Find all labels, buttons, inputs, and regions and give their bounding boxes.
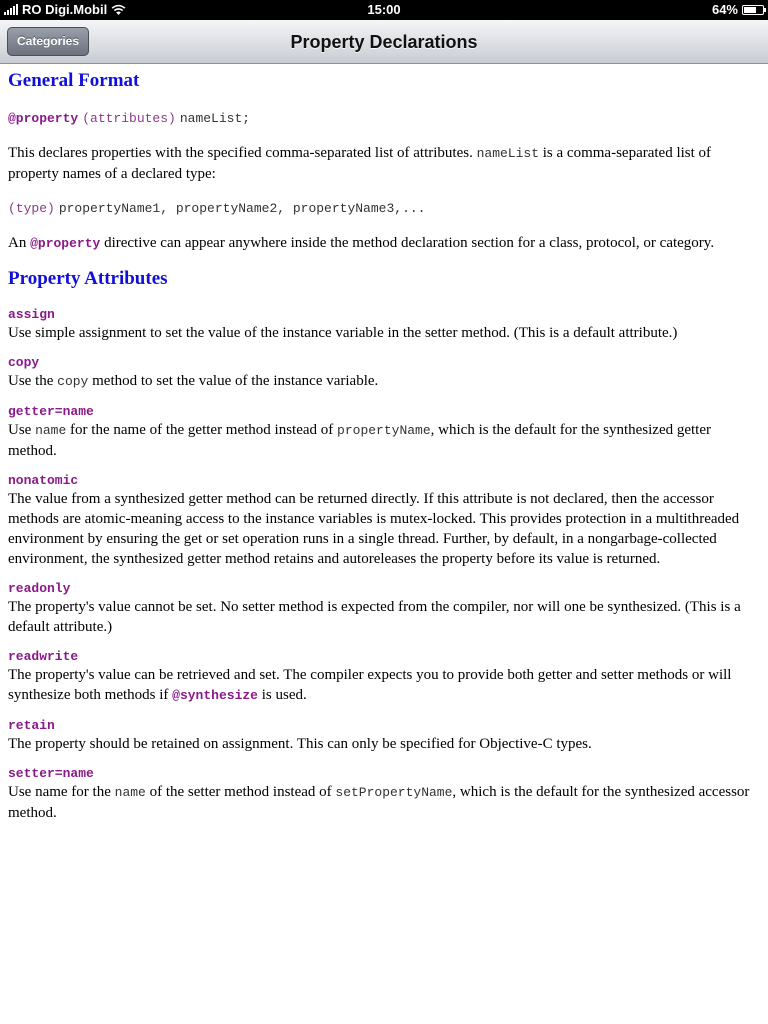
attribute-setter [8, 765, 758, 823]
carrier-name: RO Digi.Mobil [22, 2, 108, 17]
attribute-description: The property should be retained on assignment. This can only be specified for Objective-C types. [8, 736, 592, 752]
attribute-retain [8, 717, 758, 754]
attribute-nonatomic [8, 472, 758, 569]
attribute-name: nonatomic [8, 473, 79, 488]
general-format-heading: General Format [8, 70, 140, 91]
syntax-namelist: nameList; [179, 111, 251, 126]
status-bar [0, 0, 768, 20]
attribute-description: The value from a synthesized getter method can be returned directly. If this attribute is not declared, then the accessor methods are atomic-meaning access to the instance variables is mutex-locked. This provides protection in a multithreaded environment by ensuring the get or set operation runs in a single thread. Further, by default, in a nongarbage-collected environment, the synthesized getter method retains and autoreleases the property before its value is returned. [8, 491, 740, 567]
navigation-bar [0, 20, 768, 64]
general-format-note: An @property directive can appear anywhere inside the method declaration section for a class, protocol, or category. [8, 235, 715, 251]
status-right [712, 2, 764, 17]
attribute-description: Use the copy method to set the value of the instance variable. [8, 373, 379, 389]
attribute-readwrite [8, 648, 758, 706]
attribute-getter [8, 403, 758, 461]
page-title: Property Declarations [290, 32, 478, 52]
attribute-description: The property's value cannot be set. No setter method is expected from the compiler, nor will one be synthesized. (This is a default attribute.) [8, 599, 741, 635]
attribute-copy [8, 354, 758, 392]
attribute-name: assign [8, 307, 55, 322]
battery-icon [742, 5, 764, 15]
status-time: 15:00 [367, 2, 401, 17]
example-names: propertyName1, propertyName2, propertyName3,... [58, 201, 426, 216]
categories-back-button[interactable]: Categories [7, 27, 89, 56]
syntax-attributes: (attributes) [82, 111, 176, 126]
example-type: (type) [8, 201, 55, 216]
battery-fill [744, 7, 756, 13]
attribute-readonly [8, 580, 758, 637]
syntax-line [8, 108, 758, 129]
attribute-assign [8, 306, 758, 343]
example-line [8, 198, 758, 219]
attribute-description: Use simple assignment to set the value of the instance variable in the setter method. (This is a default attribute.) [8, 325, 678, 341]
battery-percent: 64% [711, 2, 738, 17]
attribute-name: readonly [8, 581, 71, 596]
property-attributes-heading: Property Attributes [8, 268, 168, 289]
general-format-description: This declares properties with the specified comma-separated list of attributes. nameList is a comma-separated list of property names of a declared type: [8, 145, 712, 182]
attribute-name: readwrite [8, 649, 79, 664]
attribute-description: The property's value can be retrieved and set. The compiler expects you to provide both getter and setter methods or will synthesize both methods if @synthesize is used. [8, 667, 732, 703]
attribute-description: Use name for the name of the setter method instead of setPropertyName, which is the default for the synthesized accessor method. [8, 784, 750, 821]
content[interactable] [0, 64, 768, 823]
syntax-keyword: @property [8, 111, 79, 126]
attribute-name: setter=name [8, 766, 94, 781]
attribute-description: Use name for the name of the getter method instead of propertyName, which is the default for the synthesized getter method. [8, 422, 711, 459]
attribute-name: getter=name [8, 404, 94, 419]
attribute-name: copy [8, 355, 40, 370]
attribute-name: retain [8, 718, 55, 733]
